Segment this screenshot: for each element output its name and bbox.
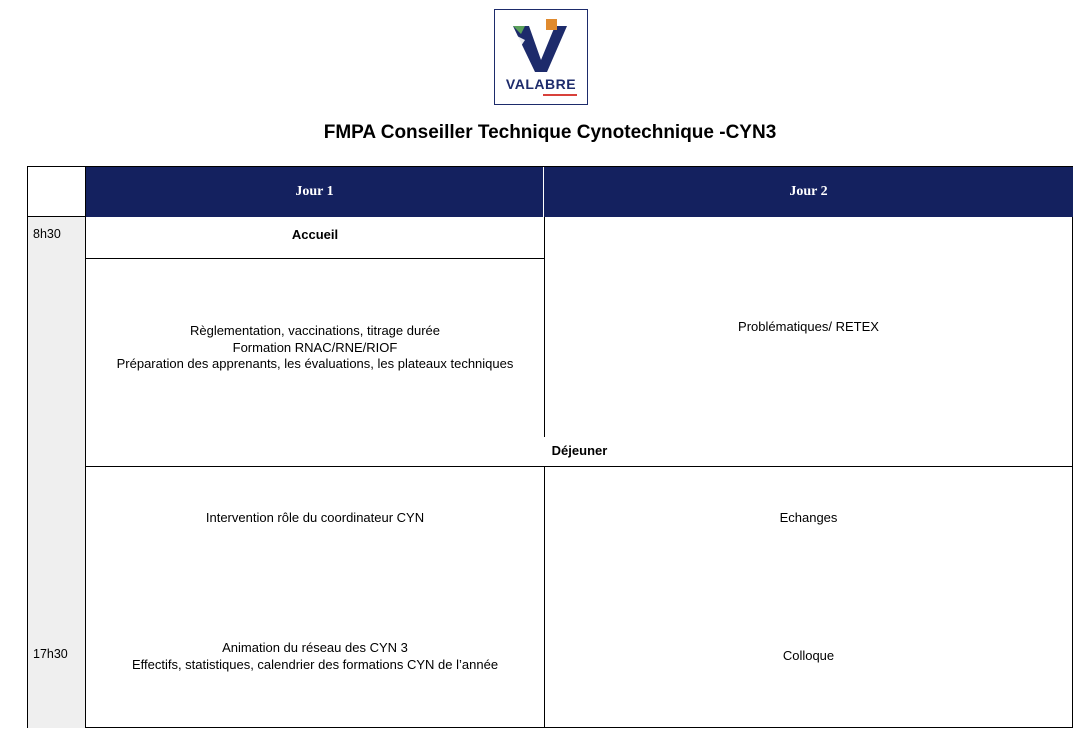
day1-afternoon-session-1: Intervention rôle du coordinateur CYN	[205, 510, 425, 525]
day1-morning-session	[86, 259, 545, 437]
time-end: 17h30	[33, 647, 68, 661]
day1-afternoon	[86, 467, 545, 728]
header-jour-2: Jour 2	[544, 167, 1073, 217]
valabre-logo	[494, 9, 588, 105]
day2-morning-session	[544, 217, 1073, 437]
day2-afternoon-session-2: Colloque	[782, 648, 835, 663]
day2-afternoon	[544, 467, 1073, 728]
logo-underline	[543, 94, 577, 96]
logo-text: VALABRE	[505, 76, 577, 92]
lunch-row: Déjeuner	[86, 437, 1073, 467]
day1-afternoon-line: Effectifs, statistiques, calendrier des formations CYN de l’année	[131, 657, 499, 672]
day2-afternoon-session-1: Echanges	[779, 510, 838, 525]
day1-morning-line: Formation RNAC/RNE/RIOF	[232, 339, 398, 355]
day1-morning-line: Règlementation, vaccinations, titrage durée	[189, 323, 441, 339]
document-title: FMPA Conseiller Technique Cynotechnique -CYN3	[323, 122, 777, 143]
header-jour-1: Jour 1	[86, 167, 544, 217]
schedule-table	[27, 166, 1073, 728]
day1-morning-line: Préparation des apprenants, les évaluations, les plateaux techniques	[116, 356, 514, 372]
time-column	[28, 217, 86, 728]
table-corner	[28, 167, 86, 217]
day1-afternoon-line: Animation du réseau des CYN 3	[222, 640, 408, 655]
time-start: 8h30	[33, 227, 61, 241]
day1-accueil: Accueil	[86, 217, 545, 259]
day2-morning-text: Problématiques/ RETEX	[738, 318, 879, 334]
